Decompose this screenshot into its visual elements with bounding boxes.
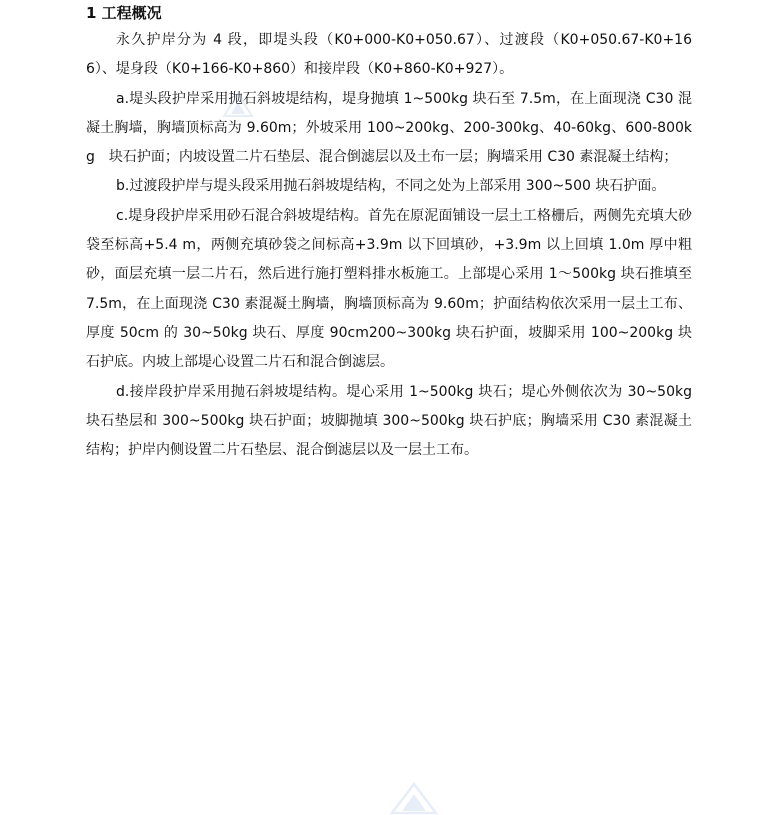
section-heading: 1 工程概况 [86,4,162,22]
paragraph-d: d.接岸段护岸采用抛石斜坡堤结构。堤心采用 1~500kg 块石；堤心外侧依次为 30~50kg 块石垫层和 300~500kg 块石护面；坡脚抛填 300~500kg 块石护底；胸墙采用 C30 素混凝土结构；护岸内侧设置二片石垫层、混合倒滤层以及一层土工布。 [86,383,692,459]
watermark-logo-icon [386,782,442,815]
paragraph-b: b.过渡段护岸与堤头段采用抛石斜坡堤结构，不同之处为上部采用 300~500 块石护面。 [116,178,666,195]
paragraph-a: a.堤头段护岸采用抛石斜坡堤结构，堤身抛填 1~500kg 块石至 7.5m，在上面现浇 C30 混凝土胸墙，胸墙顶标高为 9.60m；外坡采用 100~200kg、200-300kg、40-60kg、600-800kg 块石护面；内坡设置二片石垫层、混合倒滤层以及土布一层；胸墙采用 C30 素混凝土结构； [86,90,692,166]
document-body [86,2,692,465]
paragraph-overview: 永久护岸分为 4 段，即堤头段（K0+000-K0+050.67）、过渡段（K0+050.67-K0+166）、堤身段（K0+166-K0+860）和接岸段（K0+860-K0+927）。 [86,32,692,78]
paragraph-c: c.堤身段护岸采用砂石混合斜坡堤结构。首先在原泥面铺设一层土工格栅后，两侧先充填大砂袋至标高+5.4 m，两侧充填砂袋之间标高+3.9m 以下回填砂，+3.9m 以上回填 1.0m 厚中粗砂，面层充填一层二片石，然后进行施打塑料排水板施工。上部堤心采用 1～500kg 块石推填至 7.5m，在上面现浇 C30 素混凝土胸墙，胸墙顶标高为 9.60m；护面结构依次采用一层土工布、厚度 50cm 的 30~50kg 块石、厚度 90cm200~300kg 块石护面，坡脚采用 100~200kg 块石护底。内坡上部堤心设置二片石和混合倒滤层。 [86,207,692,371]
watermark-logo-icon [218,92,258,120]
